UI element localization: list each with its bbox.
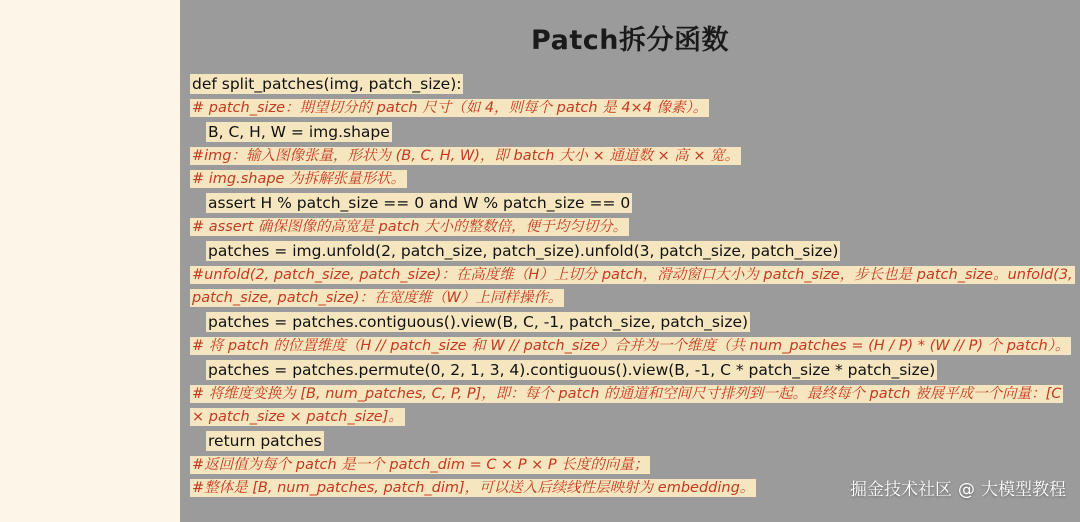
- code-block: [190, 72, 1074, 500]
- code-line: [190, 72, 1074, 97]
- code-text: # 将 patch 的位置维度（H // patch_size 和 W // patch_size）合并为一个维度（共 num_patches = (H / P) * (W // P) 个 patch）。: [192, 338, 1070, 354]
- code-text: # img.shape 为拆解张量形状。: [192, 171, 406, 187]
- code-comment-line: [190, 216, 1074, 239]
- code-comment-line: [190, 335, 1074, 358]
- code-text: # assert 确保图像的高宽是 patch 大小的整数倍，便于均匀切分。: [192, 219, 628, 235]
- code-line: [190, 310, 1080, 335]
- code-text: #img：输入图像张量，形状为 (B, C, H, W)，即 batch 大小 × 通道数 × 高 × 宽。: [192, 148, 740, 164]
- code-text: def split_patches(img, patch_size):: [192, 75, 462, 93]
- code-line: [190, 358, 1080, 383]
- code-text: assert H % patch_size == 0 and W % patch_size == 0: [208, 194, 631, 212]
- watermark-right: 大模型教程: [981, 480, 1066, 500]
- watermark: [850, 475, 1066, 500]
- slide-canvas: [180, 0, 1080, 522]
- code-text: patches = patches.contiguous().view(B, C, -1, patch_size, patch_size): [208, 313, 749, 331]
- code-line: [190, 429, 1080, 454]
- page-title: Patch拆分函数: [531, 25, 729, 56]
- watermark-separator: @: [958, 480, 975, 500]
- code-comment-line: [190, 264, 1074, 310]
- code-line: [190, 191, 1080, 216]
- code-comment-line: [190, 168, 1074, 191]
- code-text: patches = patches.permute(0, 2, 1, 3, 4).contiguous().view(B, -1, C * patch_size * patch_size): [208, 361, 936, 379]
- code-text: # 将维度变换为 [B, num_patches, C, P, P]，即：每个 patch 的通道和空间尺寸排列到一起。最终每个 patch 被展平成一个向量：[C × patch_size × patch_size]。: [192, 386, 1062, 425]
- code-comment-line: [190, 383, 1074, 429]
- code-line: [190, 239, 1080, 264]
- code-comment-line: [190, 145, 1074, 168]
- code-text: #unfold(2, patch_size, patch_size)：在高度维（H）上切分 patch，滑动窗口大小为 patch_size，步长也是 patch_size。unfold(3, patch_size, patch_size)：在宽度维（W）上同样操作。: [192, 267, 1073, 306]
- code-comment-line: [190, 454, 1074, 477]
- code-text: patches = img.unfold(2, patch_size, patch_size).unfold(3, patch_size, patch_size): [208, 242, 839, 260]
- code-text: #返回值为每个 patch 是一个 patch_dim = C × P × P 长度的向量；: [192, 457, 649, 473]
- code-text: return patches: [208, 432, 322, 450]
- watermark-left: 掘金技术社区: [850, 480, 952, 500]
- code-text: B, C, H, W = img.shape: [208, 123, 390, 141]
- code-line: [190, 120, 1080, 145]
- code-comment-line: [190, 97, 1074, 120]
- code-text: # patch_size：期望切分的 patch 尺寸（如 4，则每个 patch 是 4×4 像素）。: [192, 100, 708, 116]
- code-text: #整体是 [B, num_patches, patch_dim]，可以送入后续线性层映射为 embedding。: [192, 480, 755, 496]
